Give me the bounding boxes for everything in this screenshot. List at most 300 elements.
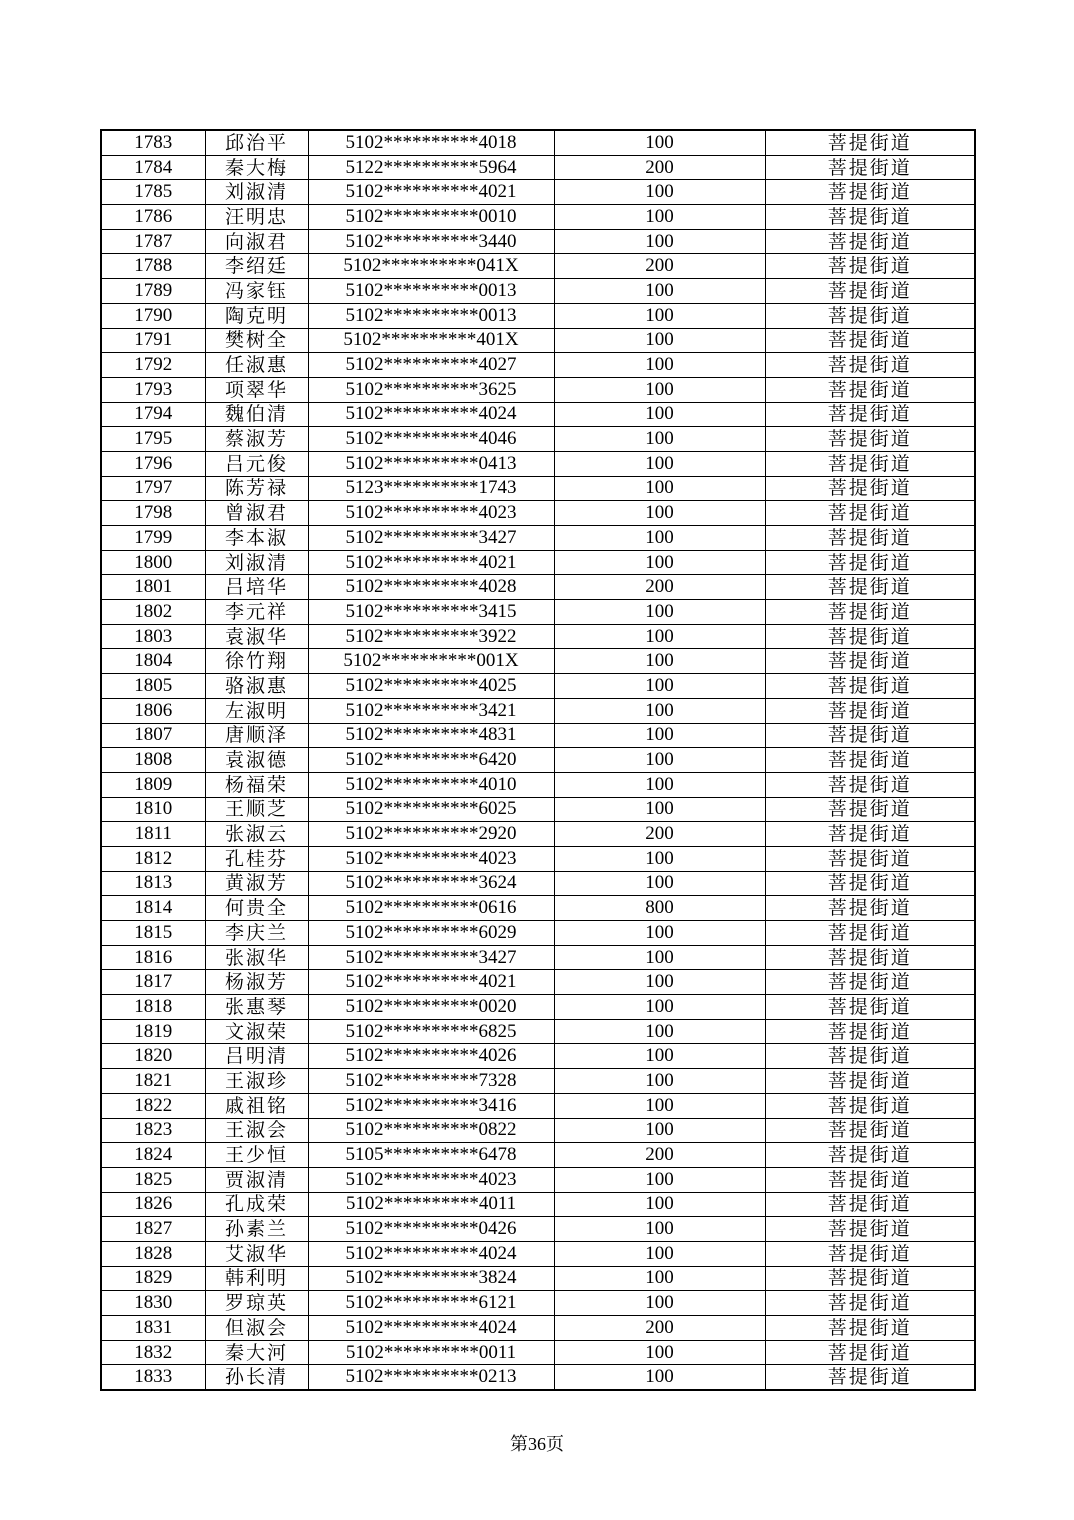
table-row xyxy=(101,797,975,822)
amount-cell: 100 xyxy=(554,229,765,254)
table-row xyxy=(101,279,975,304)
street-cell: 菩提街道 xyxy=(765,1340,975,1365)
table-row xyxy=(101,526,975,551)
serial-number-cell: 1821 xyxy=(101,1069,205,1094)
street-cell: 菩提街道 xyxy=(765,451,975,476)
street-cell: 菩提街道 xyxy=(765,427,975,452)
serial-number-cell: 1793 xyxy=(101,377,205,402)
id-number-cell: 5102**********0822 xyxy=(308,1118,554,1143)
street-cell: 菩提街道 xyxy=(765,1241,975,1266)
name-cell: 李庆兰 xyxy=(205,921,308,946)
table-row xyxy=(101,921,975,946)
name-cell: 骆淑惠 xyxy=(205,674,308,699)
name-cell: 秦大河 xyxy=(205,1340,308,1365)
amount-cell: 100 xyxy=(554,1118,765,1143)
serial-number-cell: 1814 xyxy=(101,896,205,921)
id-number-cell: 5102**********4023 xyxy=(308,846,554,871)
serial-number-cell: 1826 xyxy=(101,1192,205,1217)
id-number-cell: 5102**********3625 xyxy=(308,377,554,402)
amount-cell: 100 xyxy=(554,402,765,427)
amount-cell: 100 xyxy=(554,550,765,575)
serial-number-cell: 1788 xyxy=(101,254,205,279)
street-cell: 菩提街道 xyxy=(765,995,975,1020)
amount-cell: 100 xyxy=(554,1340,765,1365)
street-cell: 菩提街道 xyxy=(765,921,975,946)
street-cell: 菩提街道 xyxy=(765,402,975,427)
name-cell: 李绍廷 xyxy=(205,254,308,279)
street-cell: 菩提街道 xyxy=(765,1192,975,1217)
amount-cell: 200 xyxy=(554,254,765,279)
page-number: 第36页 xyxy=(510,1434,564,1454)
street-cell: 菩提街道 xyxy=(765,1143,975,1168)
id-number-cell: 5102**********0020 xyxy=(308,995,554,1020)
name-cell: 戚祖铭 xyxy=(205,1093,308,1118)
id-number-cell: 5102**********0013 xyxy=(308,279,554,304)
name-cell: 项翠华 xyxy=(205,377,308,402)
street-cell: 菩提街道 xyxy=(765,1093,975,1118)
name-cell: 向淑君 xyxy=(205,229,308,254)
serial-number-cell: 1832 xyxy=(101,1340,205,1365)
street-cell: 菩提街道 xyxy=(765,1291,975,1316)
amount-cell: 100 xyxy=(554,970,765,995)
id-number-cell: 5102**********3922 xyxy=(308,624,554,649)
id-number-cell: 5102**********4021 xyxy=(308,970,554,995)
serial-number-cell: 1813 xyxy=(101,871,205,896)
amount-cell: 100 xyxy=(554,649,765,674)
street-cell: 菩提街道 xyxy=(765,748,975,773)
amount-cell: 100 xyxy=(554,451,765,476)
id-number-cell: 5102**********4021 xyxy=(308,550,554,575)
serial-number-cell: 1818 xyxy=(101,995,205,1020)
name-cell: 秦大梅 xyxy=(205,155,308,180)
amount-cell: 100 xyxy=(554,871,765,896)
id-number-cell: 5102**********4027 xyxy=(308,353,554,378)
table-row xyxy=(101,1069,975,1094)
id-number-cell: 5105**********6478 xyxy=(308,1143,554,1168)
table-row xyxy=(101,1167,975,1192)
table-row xyxy=(101,353,975,378)
amount-cell: 100 xyxy=(554,1192,765,1217)
street-cell: 菩提街道 xyxy=(765,1167,975,1192)
id-number-cell: 5102**********3427 xyxy=(308,945,554,970)
table-row xyxy=(101,748,975,773)
table-row xyxy=(101,896,975,921)
serial-number-cell: 1807 xyxy=(101,723,205,748)
serial-number-cell: 1808 xyxy=(101,748,205,773)
id-number-cell: 5102**********4024 xyxy=(308,402,554,427)
amount-cell: 100 xyxy=(554,476,765,501)
amount-cell: 100 xyxy=(554,846,765,871)
id-number-cell: 5102**********3624 xyxy=(308,871,554,896)
serial-number-cell: 1825 xyxy=(101,1167,205,1192)
id-number-cell: 5102**********001X xyxy=(308,649,554,674)
name-cell: 孙长清 xyxy=(205,1365,308,1390)
id-number-cell: 5102**********4023 xyxy=(308,501,554,526)
street-cell: 菩提街道 xyxy=(765,649,975,674)
serial-number-cell: 1824 xyxy=(101,1143,205,1168)
amount-cell: 100 xyxy=(554,328,765,353)
id-number-cell: 5102**********6825 xyxy=(308,1019,554,1044)
id-number-cell: 5102**********4010 xyxy=(308,772,554,797)
id-number-cell: 5102**********7328 xyxy=(308,1069,554,1094)
amount-cell: 800 xyxy=(554,896,765,921)
name-cell: 文淑荣 xyxy=(205,1019,308,1044)
table-row xyxy=(101,476,975,501)
table-row xyxy=(101,649,975,674)
name-cell: 王淑珍 xyxy=(205,1069,308,1094)
table-row xyxy=(101,229,975,254)
amount-cell: 100 xyxy=(554,130,765,155)
amount-cell: 100 xyxy=(554,1291,765,1316)
serial-number-cell: 1819 xyxy=(101,1019,205,1044)
street-cell: 菩提街道 xyxy=(765,674,975,699)
amount-cell: 100 xyxy=(554,180,765,205)
amount-cell: 100 xyxy=(554,1266,765,1291)
name-cell: 罗琼英 xyxy=(205,1291,308,1316)
id-number-cell: 5102**********6121 xyxy=(308,1291,554,1316)
serial-number-cell: 1829 xyxy=(101,1266,205,1291)
table-row xyxy=(101,1365,975,1390)
street-cell: 菩提街道 xyxy=(765,1044,975,1069)
id-number-cell: 5102**********0011 xyxy=(308,1340,554,1365)
street-cell: 菩提街道 xyxy=(765,550,975,575)
street-cell: 菩提街道 xyxy=(765,772,975,797)
serial-number-cell: 1811 xyxy=(101,822,205,847)
street-cell: 菩提街道 xyxy=(765,353,975,378)
table-row xyxy=(101,1019,975,1044)
street-cell: 菩提街道 xyxy=(765,303,975,328)
name-cell: 冯家钰 xyxy=(205,279,308,304)
id-number-cell: 5102**********2920 xyxy=(308,822,554,847)
street-cell: 菩提街道 xyxy=(765,1019,975,1044)
roster-table-body xyxy=(101,130,975,1390)
serial-number-cell: 1795 xyxy=(101,427,205,452)
table-row xyxy=(101,995,975,1020)
street-cell: 菩提街道 xyxy=(765,575,975,600)
id-number-cell: 5102**********3416 xyxy=(308,1093,554,1118)
table-row xyxy=(101,550,975,575)
street-cell: 菩提街道 xyxy=(765,254,975,279)
name-cell: 袁淑华 xyxy=(205,624,308,649)
id-number-cell: 5102**********4028 xyxy=(308,575,554,600)
id-number-cell: 5122**********5964 xyxy=(308,155,554,180)
amount-cell: 200 xyxy=(554,1316,765,1341)
table-row xyxy=(101,1340,975,1365)
table-row xyxy=(101,846,975,871)
serial-number-cell: 1783 xyxy=(101,130,205,155)
table-row xyxy=(101,1291,975,1316)
id-number-cell: 5102**********4025 xyxy=(308,674,554,699)
amount-cell: 200 xyxy=(554,1143,765,1168)
id-number-cell: 5102**********4011 xyxy=(308,1192,554,1217)
amount-cell: 100 xyxy=(554,1093,765,1118)
amount-cell: 100 xyxy=(554,772,765,797)
table-row xyxy=(101,970,975,995)
amount-cell: 100 xyxy=(554,205,765,230)
amount-cell: 100 xyxy=(554,1069,765,1094)
street-cell: 菩提街道 xyxy=(765,698,975,723)
name-cell: 徐竹翔 xyxy=(205,649,308,674)
street-cell: 菩提街道 xyxy=(765,1069,975,1094)
id-number-cell: 5102**********3440 xyxy=(308,229,554,254)
table-row xyxy=(101,1118,975,1143)
table-row xyxy=(101,180,975,205)
street-cell: 菩提街道 xyxy=(765,797,975,822)
id-number-cell: 5102**********0013 xyxy=(308,303,554,328)
name-cell: 李元祥 xyxy=(205,600,308,625)
amount-cell: 100 xyxy=(554,600,765,625)
serial-number-cell: 1815 xyxy=(101,921,205,946)
serial-number-cell: 1805 xyxy=(101,674,205,699)
table-row xyxy=(101,1044,975,1069)
serial-number-cell: 1830 xyxy=(101,1291,205,1316)
street-cell: 菩提街道 xyxy=(765,526,975,551)
table-row xyxy=(101,600,975,625)
table-row xyxy=(101,723,975,748)
id-number-cell: 5102**********6420 xyxy=(308,748,554,773)
amount-cell: 100 xyxy=(554,797,765,822)
street-cell: 菩提街道 xyxy=(765,1365,975,1390)
serial-number-cell: 1827 xyxy=(101,1217,205,1242)
amount-cell: 200 xyxy=(554,575,765,600)
serial-number-cell: 1817 xyxy=(101,970,205,995)
name-cell: 曾淑君 xyxy=(205,501,308,526)
id-number-cell: 5102**********4018 xyxy=(308,130,554,155)
street-cell: 菩提街道 xyxy=(765,822,975,847)
serial-number-cell: 1828 xyxy=(101,1241,205,1266)
table-row xyxy=(101,945,975,970)
id-number-cell: 5102**********4024 xyxy=(308,1316,554,1341)
street-cell: 菩提街道 xyxy=(765,377,975,402)
serial-number-cell: 1798 xyxy=(101,501,205,526)
id-number-cell: 5102**********3421 xyxy=(308,698,554,723)
name-cell: 王顺芝 xyxy=(205,797,308,822)
table-row xyxy=(101,130,975,155)
amount-cell: 100 xyxy=(554,723,765,748)
name-cell: 杨淑芳 xyxy=(205,970,308,995)
street-cell: 菩提街道 xyxy=(765,723,975,748)
amount-cell: 100 xyxy=(554,526,765,551)
serial-number-cell: 1810 xyxy=(101,797,205,822)
name-cell: 杨福荣 xyxy=(205,772,308,797)
street-cell: 菩提街道 xyxy=(765,1217,975,1242)
serial-number-cell: 1787 xyxy=(101,229,205,254)
id-number-cell: 5102**********041X xyxy=(308,254,554,279)
serial-number-cell: 1804 xyxy=(101,649,205,674)
street-cell: 菩提街道 xyxy=(765,1316,975,1341)
name-cell: 孔桂芬 xyxy=(205,846,308,871)
serial-number-cell: 1796 xyxy=(101,451,205,476)
serial-number-cell: 1823 xyxy=(101,1118,205,1143)
name-cell: 韩利明 xyxy=(205,1266,308,1291)
serial-number-cell: 1797 xyxy=(101,476,205,501)
amount-cell: 100 xyxy=(554,921,765,946)
serial-number-cell: 1792 xyxy=(101,353,205,378)
name-cell: 樊树全 xyxy=(205,328,308,353)
street-cell: 菩提街道 xyxy=(765,130,975,155)
serial-number-cell: 1803 xyxy=(101,624,205,649)
name-cell: 艾淑华 xyxy=(205,1241,308,1266)
serial-number-cell: 1831 xyxy=(101,1316,205,1341)
serial-number-cell: 1816 xyxy=(101,945,205,970)
table-row xyxy=(101,328,975,353)
id-number-cell: 5102**********3415 xyxy=(308,600,554,625)
table-row xyxy=(101,155,975,180)
amount-cell: 100 xyxy=(554,698,765,723)
table-row xyxy=(101,1217,975,1242)
id-number-cell: 5102**********4021 xyxy=(308,180,554,205)
amount-cell: 100 xyxy=(554,1019,765,1044)
street-cell: 菩提街道 xyxy=(765,1266,975,1291)
table-row xyxy=(101,427,975,452)
table-row xyxy=(101,451,975,476)
name-cell: 张淑华 xyxy=(205,945,308,970)
name-cell: 孙素兰 xyxy=(205,1217,308,1242)
street-cell: 菩提街道 xyxy=(765,180,975,205)
amount-cell: 100 xyxy=(554,1044,765,1069)
street-cell: 菩提街道 xyxy=(765,600,975,625)
serial-number-cell: 1785 xyxy=(101,180,205,205)
table-row xyxy=(101,1093,975,1118)
table-row xyxy=(101,1241,975,1266)
name-cell: 贾淑清 xyxy=(205,1167,308,1192)
street-cell: 菩提街道 xyxy=(765,205,975,230)
id-number-cell: 5102**********4024 xyxy=(308,1241,554,1266)
id-number-cell: 5102**********6025 xyxy=(308,797,554,822)
table-row xyxy=(101,575,975,600)
serial-number-cell: 1822 xyxy=(101,1093,205,1118)
street-cell: 菩提街道 xyxy=(765,871,975,896)
serial-number-cell: 1786 xyxy=(101,205,205,230)
name-cell: 孔成荣 xyxy=(205,1192,308,1217)
name-cell: 汪明忠 xyxy=(205,205,308,230)
table-row xyxy=(101,822,975,847)
amount-cell: 100 xyxy=(554,377,765,402)
table-row xyxy=(101,402,975,427)
table-row xyxy=(101,772,975,797)
table-row xyxy=(101,254,975,279)
id-number-cell: 5102**********4046 xyxy=(308,427,554,452)
name-cell: 李本淑 xyxy=(205,526,308,551)
amount-cell: 100 xyxy=(554,1365,765,1390)
street-cell: 菩提街道 xyxy=(765,229,975,254)
serial-number-cell: 1820 xyxy=(101,1044,205,1069)
name-cell: 吕明清 xyxy=(205,1044,308,1069)
serial-number-cell: 1784 xyxy=(101,155,205,180)
id-number-cell: 5102**********0213 xyxy=(308,1365,554,1390)
name-cell: 蔡淑芳 xyxy=(205,427,308,452)
amount-cell: 100 xyxy=(554,1167,765,1192)
table-row xyxy=(101,1143,975,1168)
id-number-cell: 5102**********0616 xyxy=(308,896,554,921)
amount-cell: 100 xyxy=(554,624,765,649)
name-cell: 黄淑芳 xyxy=(205,871,308,896)
table-row xyxy=(101,698,975,723)
amount-cell: 100 xyxy=(554,995,765,1020)
name-cell: 张淑云 xyxy=(205,822,308,847)
id-number-cell: 5102**********0426 xyxy=(308,1217,554,1242)
street-cell: 菩提街道 xyxy=(765,896,975,921)
serial-number-cell: 1833 xyxy=(101,1365,205,1390)
street-cell: 菩提街道 xyxy=(765,945,975,970)
id-number-cell: 5102**********3427 xyxy=(308,526,554,551)
name-cell: 陶克明 xyxy=(205,303,308,328)
id-number-cell: 5102**********0010 xyxy=(308,205,554,230)
amount-cell: 100 xyxy=(554,501,765,526)
street-cell: 菩提街道 xyxy=(765,279,975,304)
name-cell: 邱治平 xyxy=(205,130,308,155)
table-row xyxy=(101,501,975,526)
street-cell: 菩提街道 xyxy=(765,328,975,353)
amount-cell: 100 xyxy=(554,945,765,970)
name-cell: 刘淑清 xyxy=(205,180,308,205)
serial-number-cell: 1800 xyxy=(101,550,205,575)
amount-cell: 100 xyxy=(554,748,765,773)
id-number-cell: 5102**********4831 xyxy=(308,723,554,748)
table-row xyxy=(101,674,975,699)
serial-number-cell: 1809 xyxy=(101,772,205,797)
name-cell: 王淑会 xyxy=(205,1118,308,1143)
serial-number-cell: 1799 xyxy=(101,526,205,551)
serial-number-cell: 1794 xyxy=(101,402,205,427)
name-cell: 王少恒 xyxy=(205,1143,308,1168)
serial-number-cell: 1789 xyxy=(101,279,205,304)
id-number-cell: 5102**********4026 xyxy=(308,1044,554,1069)
id-number-cell: 5102**********401X xyxy=(308,328,554,353)
name-cell: 左淑明 xyxy=(205,698,308,723)
table-row xyxy=(101,377,975,402)
street-cell: 菩提街道 xyxy=(765,624,975,649)
amount-cell: 200 xyxy=(554,822,765,847)
id-number-cell: 5102**********3824 xyxy=(308,1266,554,1291)
id-number-cell: 5102**********6029 xyxy=(308,921,554,946)
amount-cell: 100 xyxy=(554,279,765,304)
serial-number-cell: 1802 xyxy=(101,600,205,625)
serial-number-cell: 1812 xyxy=(101,846,205,871)
table-row xyxy=(101,871,975,896)
name-cell: 刘淑清 xyxy=(205,550,308,575)
table-row xyxy=(101,624,975,649)
street-cell: 菩提街道 xyxy=(765,476,975,501)
name-cell: 魏伯清 xyxy=(205,402,308,427)
serial-number-cell: 1790 xyxy=(101,303,205,328)
table-row xyxy=(101,1316,975,1341)
serial-number-cell: 1801 xyxy=(101,575,205,600)
name-cell: 张惠琴 xyxy=(205,995,308,1020)
street-cell: 菩提街道 xyxy=(765,846,975,871)
serial-number-cell: 1806 xyxy=(101,698,205,723)
id-number-cell: 5102**********0413 xyxy=(308,451,554,476)
name-cell: 唐顺泽 xyxy=(205,723,308,748)
serial-number-cell: 1791 xyxy=(101,328,205,353)
name-cell: 但淑会 xyxy=(205,1316,308,1341)
name-cell: 任淑惠 xyxy=(205,353,308,378)
name-cell: 何贵全 xyxy=(205,896,308,921)
name-cell: 吕元俊 xyxy=(205,451,308,476)
table-row xyxy=(101,303,975,328)
amount-cell: 100 xyxy=(554,303,765,328)
table-row xyxy=(101,1266,975,1291)
name-cell: 陈芳禄 xyxy=(205,476,308,501)
amount-cell: 200 xyxy=(554,155,765,180)
street-cell: 菩提街道 xyxy=(765,970,975,995)
street-cell: 菩提街道 xyxy=(765,1118,975,1143)
street-cell: 菩提街道 xyxy=(765,155,975,180)
table-row xyxy=(101,1192,975,1217)
amount-cell: 100 xyxy=(554,353,765,378)
amount-cell: 100 xyxy=(554,1241,765,1266)
name-cell: 袁淑德 xyxy=(205,748,308,773)
